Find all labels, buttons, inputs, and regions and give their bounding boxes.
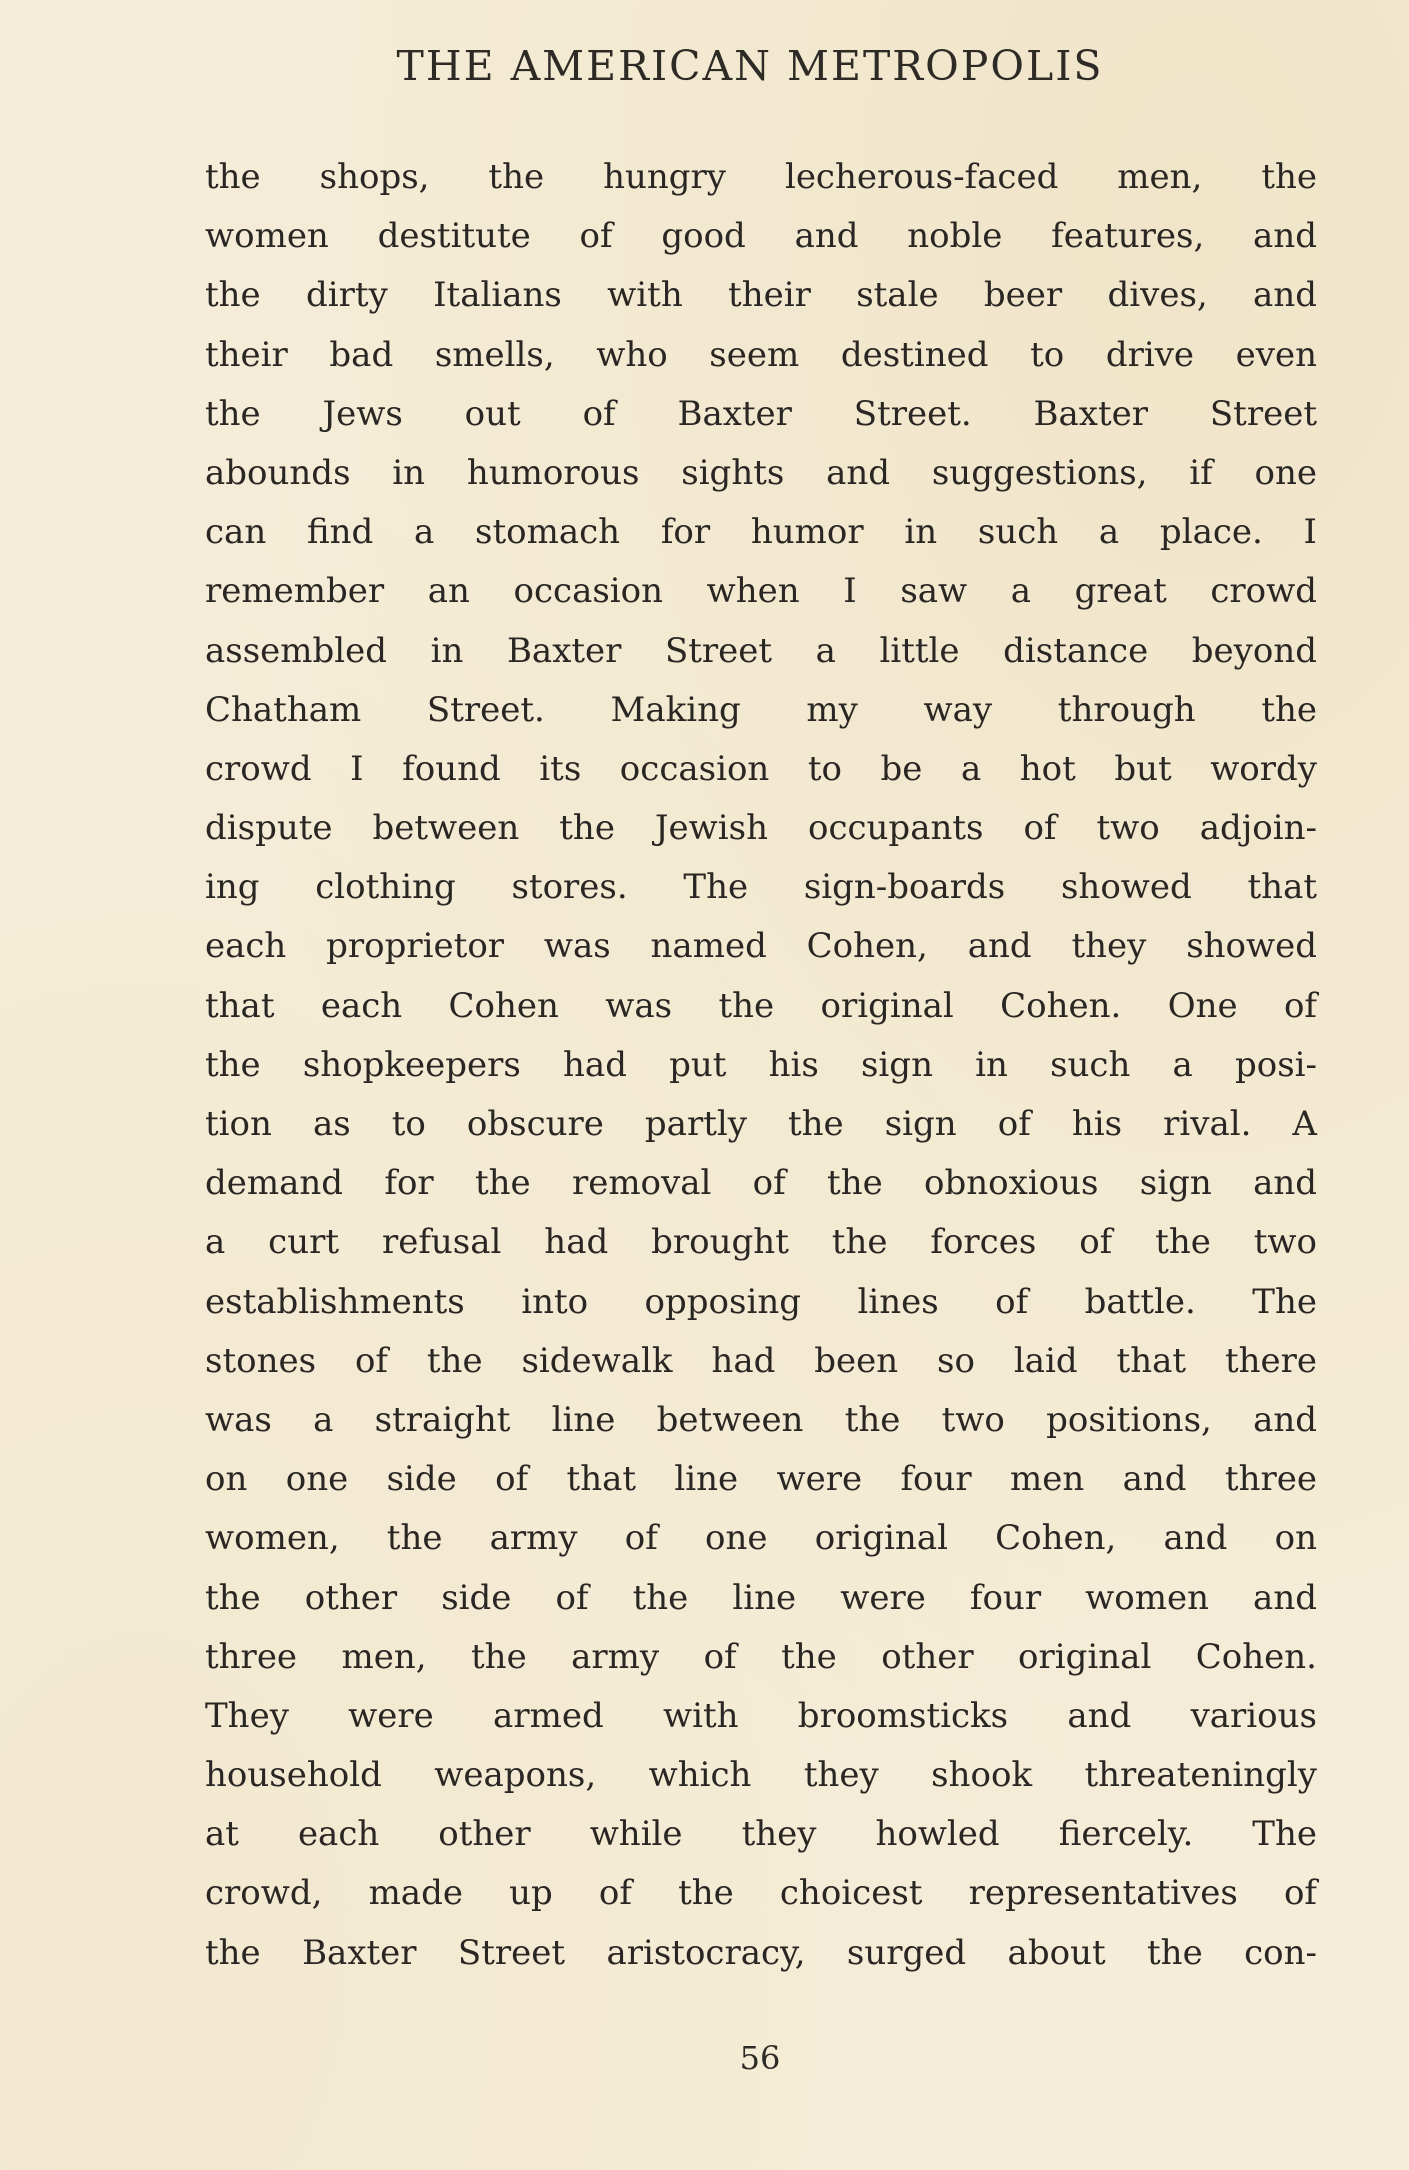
text-line: establishments into opposing lines of battle. The [205, 1281, 1317, 1322]
text-line: the other side of the line were four women and [205, 1577, 1317, 1618]
text-line: demand for the removal of the obnoxious sign and [205, 1163, 1317, 1204]
text-line: a curt refusal had brought the forces of the two [205, 1222, 1317, 1263]
page-number: 56 [739, 2039, 781, 2077]
running-head: THE AMERICAN METROPOLIS [396, 42, 1104, 90]
text-line: the Jews out of Baxter Street. Baxter Street [205, 393, 1317, 434]
text-line: Chatham Street. Making my way through the [205, 689, 1317, 730]
text-line: stones of the sidewalk had been so laid that there [205, 1340, 1317, 1381]
text-line: crowd, made up of the choicest representatives of [205, 1873, 1317, 1914]
body-text [205, 148, 1317, 1983]
text-line: crowd I found its occasion to be a hot but wordy [205, 748, 1317, 789]
text-line: household weapons, which they shook threateningly [205, 1755, 1317, 1796]
text-line: each proprietor was named Cohen, and they showed [205, 926, 1317, 967]
text-line: They were armed with broomsticks and various [205, 1695, 1317, 1736]
text-line: the shopkeepers had put his sign in such a posi- [205, 1044, 1317, 1085]
text-line: was a straight line between the two positions, and [205, 1399, 1317, 1440]
text-line: women, the army of one original Cohen, and on [205, 1518, 1317, 1559]
text-line: abounds in humorous sights and suggestions, if one [205, 452, 1317, 493]
text-line: at each other while they howled fiercely. The [205, 1814, 1317, 1855]
text-line: the dirty Italians with their stale beer dives, and [205, 275, 1317, 316]
text-line: the Baxter Street aristocracy, surged about the con- [205, 1932, 1317, 1973]
text-line: tion as to obscure partly the sign of his rival. A [205, 1104, 1317, 1144]
text-line: dispute between the Jewish occupants of two adjoin- [205, 808, 1317, 849]
text-line: women destitute of good and noble features, and [205, 216, 1317, 257]
text-line: three men, the army of the other original Cohen. [205, 1636, 1317, 1677]
text-line: that each Cohen was the original Cohen. One of [205, 985, 1317, 1026]
text-line: ing clothing stores. The sign-boards showed that [205, 867, 1317, 908]
text-line: remember an occasion when I saw a great crowd [205, 571, 1317, 612]
text-line: can find a stomach for humor in such a place. I [205, 512, 1317, 553]
text-line: assembled in Baxter Street a little distance beyond [205, 630, 1317, 671]
text-line: the shops, the hungry lecherous-faced men, the [205, 157, 1317, 197]
text-line: on one side of that line were four men and three [205, 1459, 1317, 1500]
text-line: their bad smells, who seem destined to drive even [205, 334, 1317, 375]
